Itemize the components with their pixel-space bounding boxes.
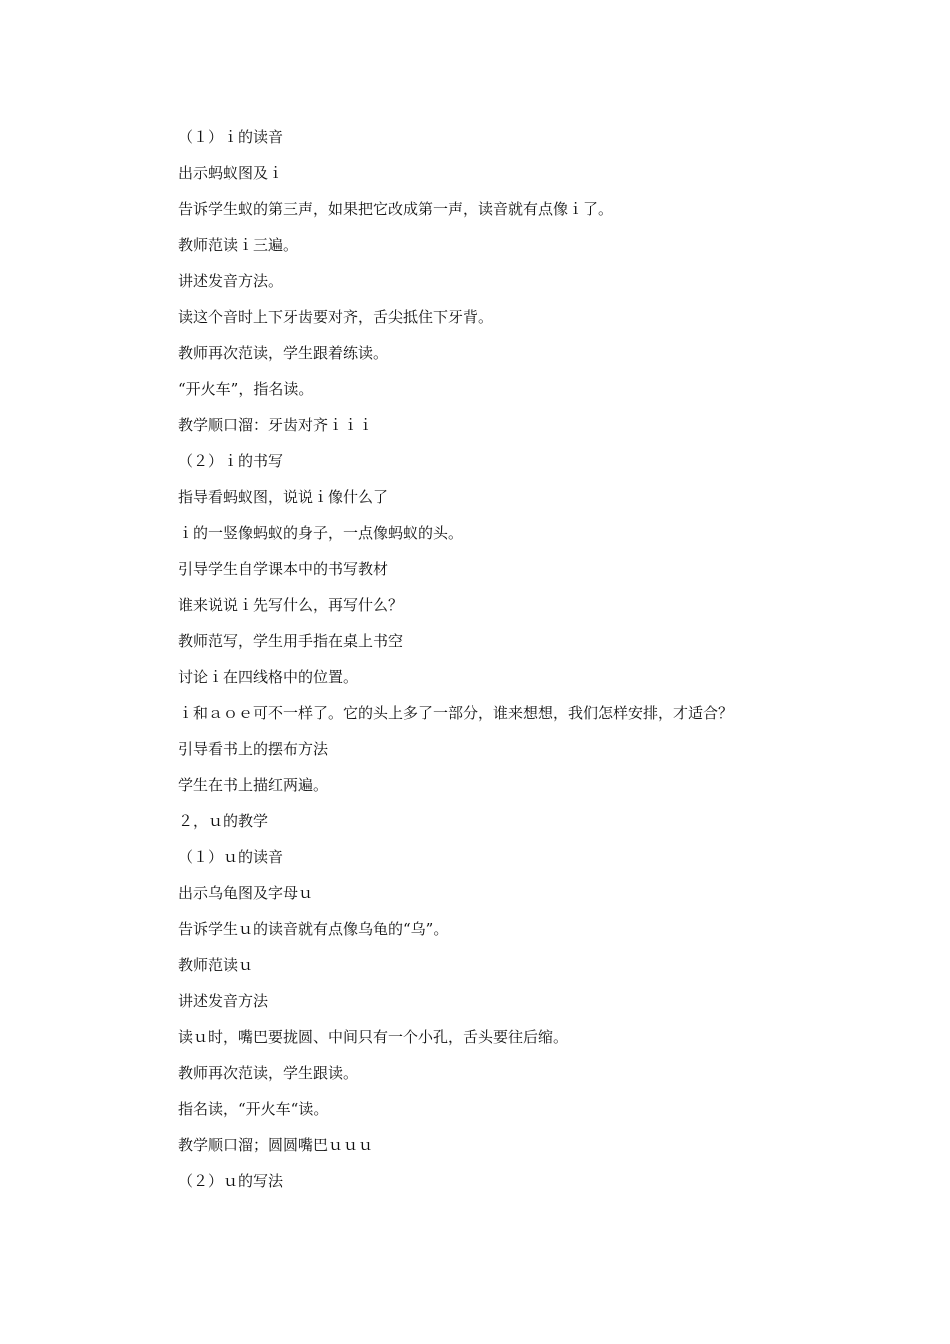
- text-line: 出示蚂蚁图及ｉ: [178, 164, 284, 182]
- text-line: 告诉学生蚁的第三声，如果把它改成第一声，读音就有点像ｉ了。: [178, 200, 614, 218]
- text-line: 指名读，“开火车“读。: [178, 1100, 329, 1118]
- text-line: 学生在书上描红两遍。: [178, 776, 329, 794]
- text-line: 引导学生自学课本中的书写教材: [178, 560, 389, 578]
- text-line: ｉ和ａｏｅ可不一样了。它的头上多了一部分，谁来想想，我们怎样安排，才适合？: [178, 704, 734, 722]
- text-line: 教学顺口溜；圆圆嘴巴ｕｕｕ: [178, 1136, 374, 1154]
- text-line: 读这个音时上下牙齿要对齐，舌尖抵住下牙背。: [178, 308, 494, 326]
- text-line: 引导看书上的摆布方法: [178, 740, 329, 758]
- text-line: 读ｕ时，嘴巴要拢圆、中间只有一个小孔，舌头要往后缩。: [178, 1028, 569, 1046]
- text-line: 教师再次范读，学生跟着练读。: [178, 344, 389, 362]
- text-line: 讲述发音方法。: [178, 272, 284, 290]
- text-line: （２）ｕ的写法: [178, 1172, 284, 1190]
- text-line: 指导看蚂蚁图，说说ｉ像什么了: [178, 488, 389, 506]
- text-line: 讲述发音方法: [178, 992, 269, 1010]
- text-line: 告诉学生ｕ的读音就有点像乌龟的“乌”。: [178, 920, 449, 938]
- text-line: “开火车”，指名读。: [178, 380, 314, 398]
- text-line: 教学顺口溜：牙齿对齐ｉｉｉ: [178, 416, 374, 434]
- text-line: 教师范读ｕ: [178, 956, 254, 974]
- text-line: 讨论ｉ在四线格中的位置。: [178, 668, 359, 686]
- document-body: [178, 125, 878, 1205]
- text-line: 教师范写，学生用手指在桌上书空: [178, 632, 404, 650]
- text-line: 教师范读ｉ三遍。: [178, 236, 299, 254]
- text-line: （１）ｉ的读音: [178, 128, 284, 146]
- text-line: 谁来说说ｉ先写什么，再写什么？: [178, 596, 404, 614]
- text-line: ２，ｕ的教学: [178, 812, 269, 830]
- text-line: ｉ的一竖像蚂蚁的身子，一点像蚂蚁的头。: [178, 524, 464, 542]
- text-line: （１）ｕ的读音: [178, 848, 284, 866]
- text-line: 教师再次范读，学生跟读。: [178, 1064, 359, 1082]
- text-line: 出示乌龟图及字母ｕ: [178, 884, 314, 902]
- text-line: （２）ｉ的书写: [178, 452, 284, 470]
